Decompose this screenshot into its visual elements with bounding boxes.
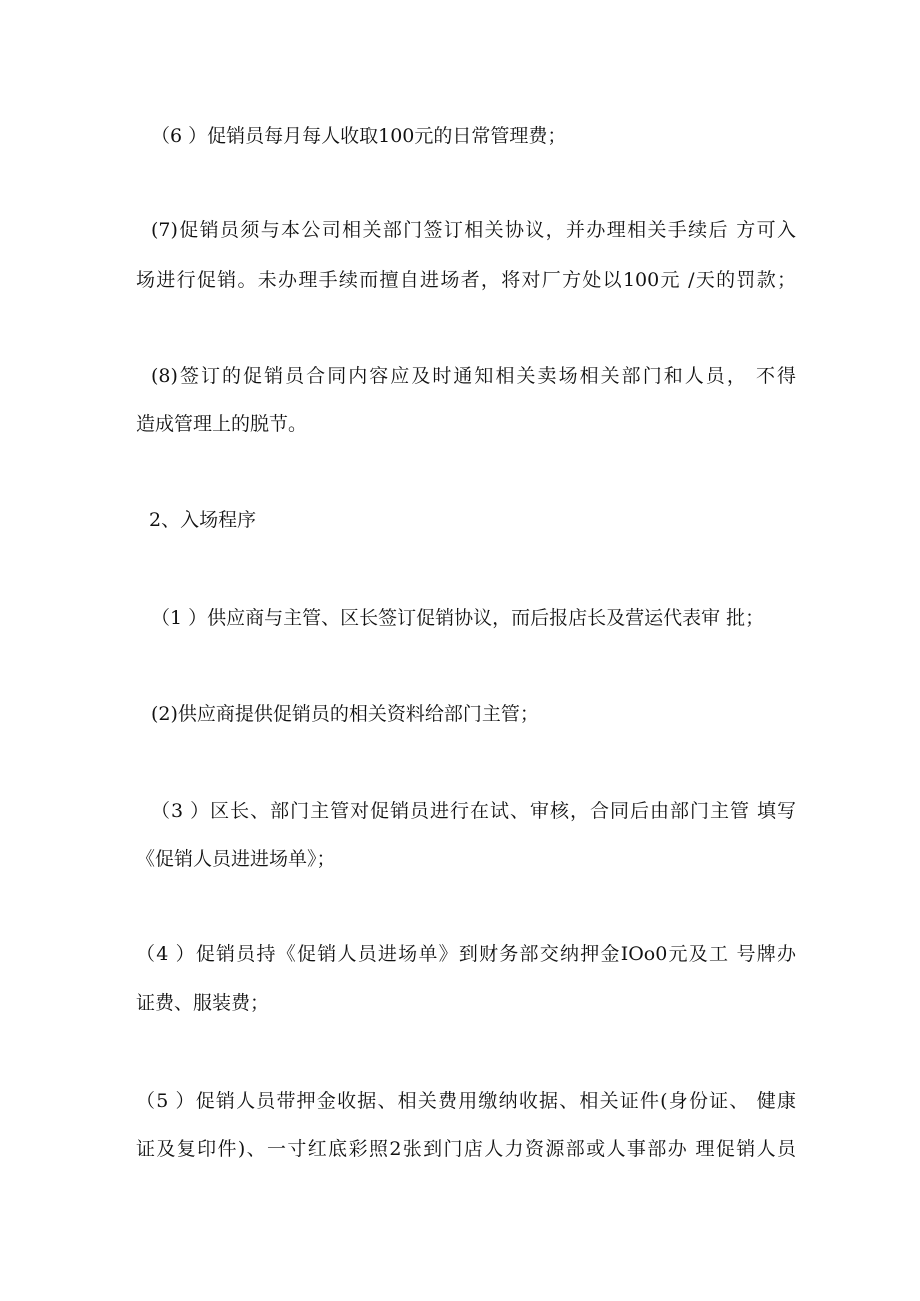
section-heading-entry-procedure: 2、入场程序: [149, 509, 257, 531]
paragraph-line-step-4-end: 证费、服装费；: [136, 992, 270, 1014]
paragraph-line-item-8-end: 造成管理上的脱节。: [136, 413, 308, 435]
paragraph-line-step-3-end: 《促销人员进进场单》；: [136, 848, 336, 870]
paragraph-line-item-7-end: 场进行促销。未办理手续而擅自进场者，将对厂方处以100元 /天的罚款；: [136, 269, 796, 291]
paragraph-line-step-5-start: （5 ）促销人员带押金收据、相关费用缴纳收据、相关证件(身份证、 健康: [136, 1090, 796, 1112]
paragraph-line-step-5-end: 证及复印件)、一寸红底彩照2张到门店人力资源部或人事部办 理促销人员: [136, 1138, 796, 1160]
paragraph-line-step-4-start: （4 ）促销员持《促销人员进场单》到财务部交纳押金IOo0元及工 号牌办: [136, 943, 796, 965]
paragraph-line-item-7-start: (7)促销员须与本公司相关部门签订相关协议，并办理相关手续后 方可入: [151, 219, 796, 241]
paragraph-line-item-8-start: (8)签订的促销员合同内容应及时通知相关卖场相关部门和人员， 不得: [151, 365, 796, 387]
paragraph-line-step-2: (2)供应商提供促销员的相关资料给部门主管；: [151, 703, 539, 725]
paragraph-line-step-1: （1 ）供应商与主管、区长签订促销协议，而后报店长及营运代表审 批；: [151, 607, 765, 629]
paragraph-line-step-3-start: （3 ）区长、部门主管对促销员进行在试、审核，合同后由部门主管 填写: [151, 800, 796, 822]
paragraph-line-item-6: （6 ）促销员每月每人收取100元的日常管理费；: [151, 125, 567, 147]
